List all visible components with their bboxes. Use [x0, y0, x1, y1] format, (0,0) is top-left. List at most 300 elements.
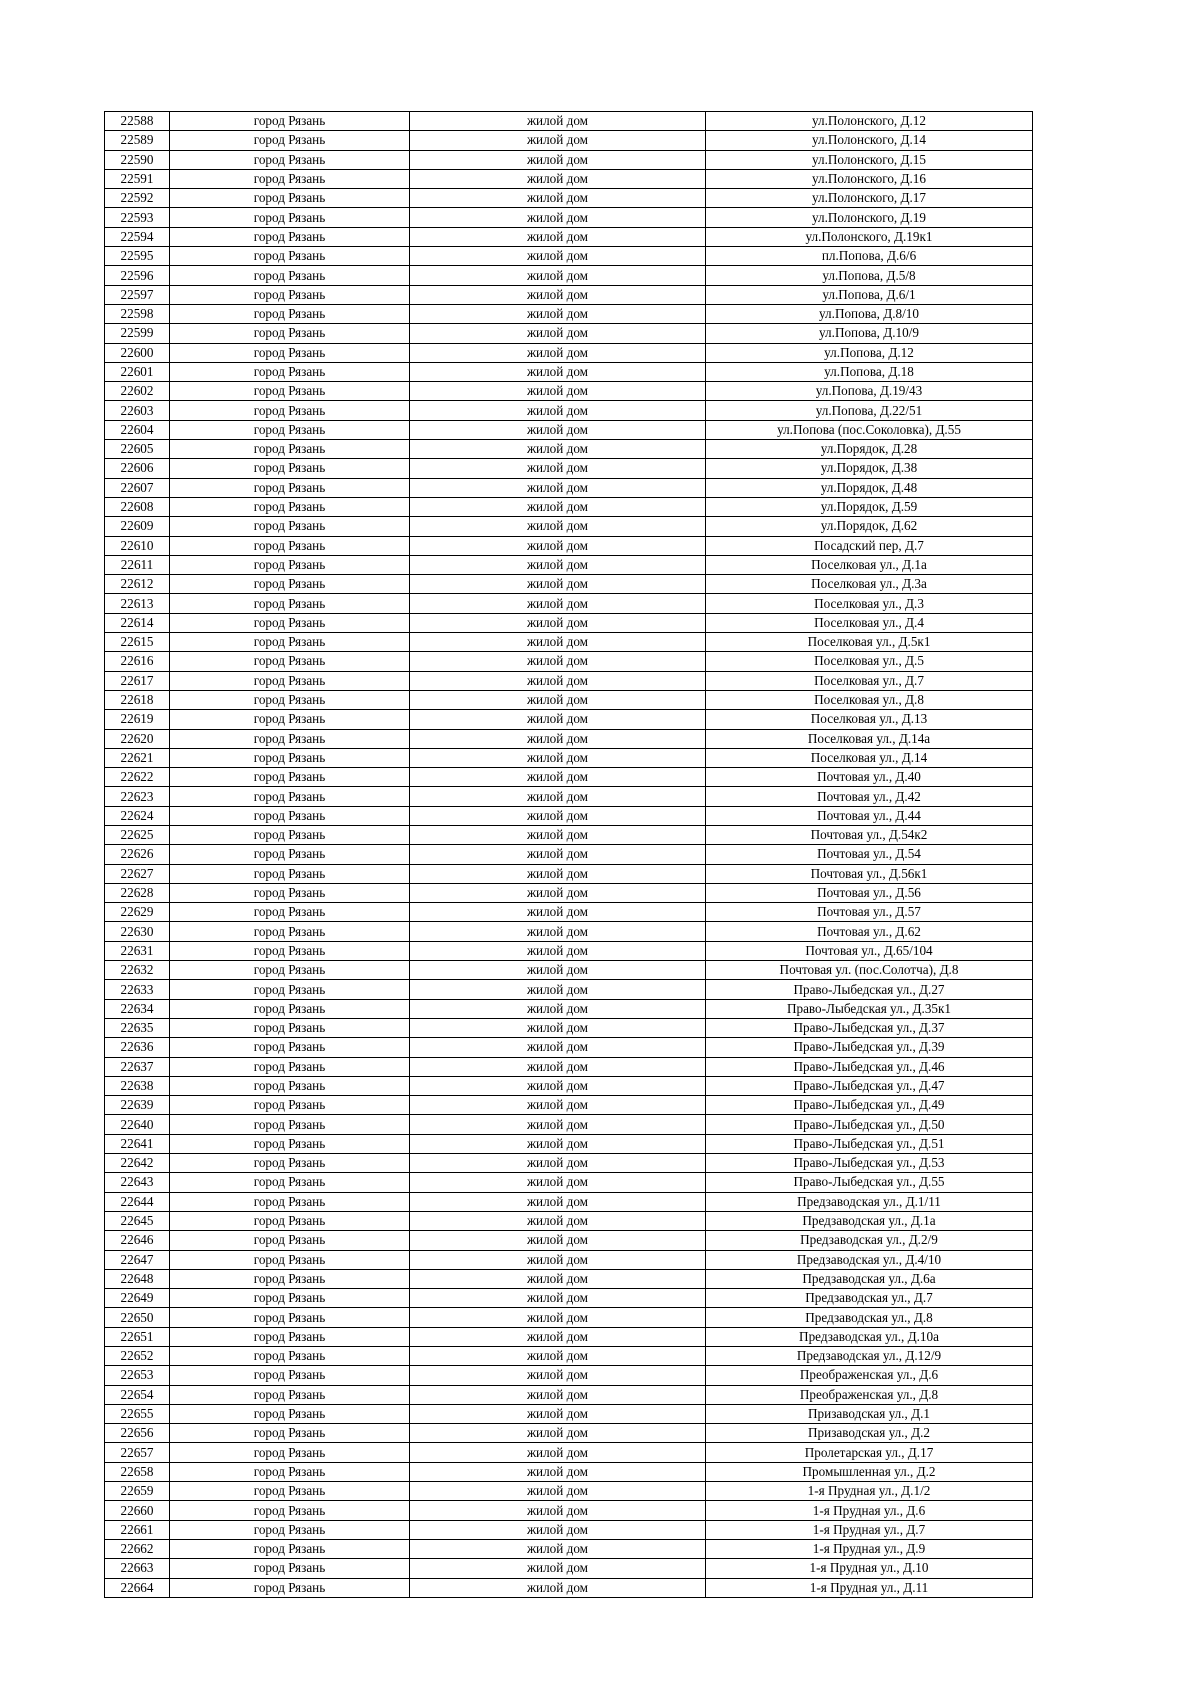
city-name-cell: город Рязань [170, 401, 410, 420]
building-type-cell: жилой дом [410, 1231, 706, 1250]
table-row [105, 227, 1033, 246]
record-number-cell: 22636 [105, 1038, 170, 1057]
address-cell: Право-Лыбедская ул., Д.27 [706, 980, 1033, 999]
city-name-cell: город Рязань [170, 690, 410, 709]
table-row [105, 1520, 1033, 1539]
record-number-cell: 22646 [105, 1231, 170, 1250]
building-type-cell: жилой дом [410, 845, 706, 864]
table-row [105, 787, 1033, 806]
city-name-cell: город Рязань [170, 864, 410, 883]
city-name-cell: город Рязань [170, 266, 410, 285]
city-name-cell: город Рязань [170, 1134, 410, 1153]
record-number-cell: 22638 [105, 1076, 170, 1095]
table-row [105, 671, 1033, 690]
table-row [105, 748, 1033, 767]
building-type-cell: жилой дом [410, 1076, 706, 1095]
address-cell: Поселковая ул., Д.13 [706, 710, 1033, 729]
city-name-cell: город Рязань [170, 285, 410, 304]
table-row [105, 131, 1033, 150]
city-name-cell: город Рязань [170, 1443, 410, 1462]
building-type-cell: жилой дом [410, 613, 706, 632]
table-row [105, 729, 1033, 748]
building-type-cell: жилой дом [410, 555, 706, 574]
record-number-cell: 22621 [105, 748, 170, 767]
table-row [105, 304, 1033, 323]
building-type-cell: жилой дом [410, 652, 706, 671]
building-type-cell: жилой дом [410, 1134, 706, 1153]
city-name-cell: город Рязань [170, 1269, 410, 1288]
record-number-cell: 22649 [105, 1289, 170, 1308]
building-type-cell: жилой дом [410, 1308, 706, 1327]
building-type-cell: жилой дом [410, 1269, 706, 1288]
address-cell: Право-Лыбедская ул., Д.50 [706, 1115, 1033, 1134]
building-type-cell: жилой дом [410, 729, 706, 748]
table-row [105, 1347, 1033, 1366]
address-cell: Поселковая ул., Д.1а [706, 555, 1033, 574]
address-cell: ул.Полонского, Д.17 [706, 189, 1033, 208]
record-number-cell: 22625 [105, 825, 170, 844]
address-cell: Почтовая ул. (пос.Солотча), Д.8 [706, 961, 1033, 980]
table-row [105, 478, 1033, 497]
record-number-cell: 22633 [105, 980, 170, 999]
city-name-cell: город Рязань [170, 1115, 410, 1134]
table-row [105, 1501, 1033, 1520]
table-row [105, 941, 1033, 960]
city-name-cell: город Рязань [170, 1347, 410, 1366]
record-number-cell: 22603 [105, 401, 170, 420]
building-type-cell: жилой дом [410, 922, 706, 941]
address-cell: Почтовая ул., Д.62 [706, 922, 1033, 941]
city-name-cell: город Рязань [170, 112, 410, 131]
record-number-cell: 22599 [105, 324, 170, 343]
address-cell: Право-Лыбедская ул., Д.39 [706, 1038, 1033, 1057]
table-row [105, 1231, 1033, 1250]
building-type-cell: жилой дом [410, 189, 706, 208]
record-number-cell: 22627 [105, 864, 170, 883]
city-name-cell: город Рязань [170, 961, 410, 980]
building-type-cell: жилой дом [410, 690, 706, 709]
record-number-cell: 22632 [105, 961, 170, 980]
record-number-cell: 22602 [105, 382, 170, 401]
city-name-cell: город Рязань [170, 1462, 410, 1481]
record-number-cell: 22655 [105, 1404, 170, 1423]
city-name-cell: город Рязань [170, 1539, 410, 1558]
housing-registry-table [104, 111, 1033, 1598]
table-row [105, 420, 1033, 439]
table-row [105, 633, 1033, 652]
city-name-cell: город Рязань [170, 825, 410, 844]
record-number-cell: 22618 [105, 690, 170, 709]
record-number-cell: 22656 [105, 1424, 170, 1443]
building-type-cell: жилой дом [410, 1559, 706, 1578]
city-name-cell: город Рязань [170, 575, 410, 594]
table-row [105, 1173, 1033, 1192]
table-row [105, 1559, 1033, 1578]
city-name-cell: город Рязань [170, 362, 410, 381]
address-cell: ул.Попова, Д.22/51 [706, 401, 1033, 420]
building-type-cell: жилой дом [410, 710, 706, 729]
city-name-cell: город Рязань [170, 1308, 410, 1327]
record-number-cell: 22642 [105, 1154, 170, 1173]
table-row [105, 266, 1033, 285]
table-row [105, 999, 1033, 1018]
address-cell: ул.Попова, Д.18 [706, 362, 1033, 381]
city-name-cell: город Рязань [170, 1366, 410, 1385]
record-number-cell: 22589 [105, 131, 170, 150]
record-number-cell: 22615 [105, 633, 170, 652]
address-cell: 1-я Прудная ул., Д.9 [706, 1539, 1033, 1558]
city-name-cell: город Рязань [170, 806, 410, 825]
table-row [105, 1018, 1033, 1037]
city-name-cell: город Рязань [170, 883, 410, 902]
address-cell: ул.Порядок, Д.38 [706, 459, 1033, 478]
address-cell: Поселковая ул., Д.14 [706, 748, 1033, 767]
address-cell: Право-Лыбедская ул., Д.47 [706, 1076, 1033, 1095]
building-type-cell: жилой дом [410, 1327, 706, 1346]
building-type-cell: жилой дом [410, 941, 706, 960]
address-cell: ул.Попова (пос.Соколовка), Д.55 [706, 420, 1033, 439]
building-type-cell: жилой дом [410, 1385, 706, 1404]
record-number-cell: 22628 [105, 883, 170, 902]
city-name-cell: город Рязань [170, 1231, 410, 1250]
building-type-cell: жилой дом [410, 999, 706, 1018]
address-cell: ул.Попова, Д.6/1 [706, 285, 1033, 304]
table-row [105, 825, 1033, 844]
record-number-cell: 22617 [105, 671, 170, 690]
table-row [105, 497, 1033, 516]
address-cell: Призаводская ул., Д.1 [706, 1404, 1033, 1423]
address-cell: Почтовая ул., Д.44 [706, 806, 1033, 825]
record-number-cell: 22641 [105, 1134, 170, 1153]
record-number-cell: 22624 [105, 806, 170, 825]
building-type-cell: жилой дом [410, 1211, 706, 1230]
address-cell: 1-я Прудная ул., Д.7 [706, 1520, 1033, 1539]
table-row [105, 112, 1033, 131]
city-name-cell: город Рязань [170, 189, 410, 208]
city-name-cell: город Рязань [170, 1018, 410, 1037]
building-type-cell: жилой дом [410, 1482, 706, 1501]
table-row [105, 883, 1033, 902]
building-type-cell: жилой дом [410, 806, 706, 825]
address-cell: Поселковая ул., Д.8 [706, 690, 1033, 709]
record-number-cell: 22637 [105, 1057, 170, 1076]
building-type-cell: жилой дом [410, 633, 706, 652]
record-number-cell: 22634 [105, 999, 170, 1018]
city-name-cell: город Рязань [170, 999, 410, 1018]
building-type-cell: жилой дом [410, 1520, 706, 1539]
city-name-cell: город Рязань [170, 247, 410, 266]
table-row [105, 169, 1033, 188]
address-cell: Почтовая ул., Д.40 [706, 768, 1033, 787]
building-type-cell: жилой дом [410, 285, 706, 304]
table-row [105, 343, 1033, 362]
table-row [105, 536, 1033, 555]
table-row [105, 189, 1033, 208]
address-cell: ул.Полонского, Д.14 [706, 131, 1033, 150]
city-name-cell: город Рязань [170, 671, 410, 690]
table-row [105, 652, 1033, 671]
building-type-cell: жилой дом [410, 1173, 706, 1192]
building-type-cell: жилой дом [410, 362, 706, 381]
record-number-cell: 22640 [105, 1115, 170, 1134]
table-row [105, 1462, 1033, 1481]
building-type-cell: жилой дом [410, 401, 706, 420]
table-row [105, 980, 1033, 999]
address-cell: ул.Полонского, Д.19 [706, 208, 1033, 227]
address-cell: Поселковая ул., Д.7 [706, 671, 1033, 690]
address-cell: Почтовая ул., Д.42 [706, 787, 1033, 806]
building-type-cell: жилой дом [410, 150, 706, 169]
building-type-cell: жилой дом [410, 825, 706, 844]
address-cell: Предзаводская ул., Д.10а [706, 1327, 1033, 1346]
city-name-cell: город Рязань [170, 1173, 410, 1192]
building-type-cell: жилой дом [410, 324, 706, 343]
building-type-cell: жилой дом [410, 1038, 706, 1057]
table-row [105, 517, 1033, 536]
record-number-cell: 22594 [105, 227, 170, 246]
table-row [105, 1211, 1033, 1230]
address-cell: Право-Лыбедская ул., Д.49 [706, 1096, 1033, 1115]
city-name-cell: город Рязань [170, 459, 410, 478]
building-type-cell: жилой дом [410, 1057, 706, 1076]
address-cell: Почтовая ул., Д.54 [706, 845, 1033, 864]
address-cell: ул.Порядок, Д.59 [706, 497, 1033, 516]
building-type-cell: жилой дом [410, 864, 706, 883]
address-cell: Поселковая ул., Д.14а [706, 729, 1033, 748]
city-name-cell: город Рязань [170, 1057, 410, 1076]
building-type-cell: жилой дом [410, 980, 706, 999]
building-type-cell: жилой дом [410, 440, 706, 459]
city-name-cell: город Рязань [170, 169, 410, 188]
building-type-cell: жилой дом [410, 169, 706, 188]
table-row [105, 710, 1033, 729]
address-cell: Право-Лыбедская ул., Д.53 [706, 1154, 1033, 1173]
table-row [105, 401, 1033, 420]
address-cell: Предзаводская ул., Д.1а [706, 1211, 1033, 1230]
city-name-cell: город Рязань [170, 1038, 410, 1057]
address-cell: Предзаводская ул., Д.8 [706, 1308, 1033, 1327]
building-type-cell: жилой дом [410, 1501, 706, 1520]
address-cell: Предзаводская ул., Д.4/10 [706, 1250, 1033, 1269]
city-name-cell: город Рязань [170, 150, 410, 169]
table-row [105, 845, 1033, 864]
table-row [105, 555, 1033, 574]
building-type-cell: жилой дом [410, 208, 706, 227]
record-number-cell: 22601 [105, 362, 170, 381]
table-row [105, 1250, 1033, 1269]
table-row [105, 1289, 1033, 1308]
building-type-cell: жилой дом [410, 1250, 706, 1269]
address-cell: Поселковая ул., Д.3 [706, 594, 1033, 613]
record-number-cell: 22595 [105, 247, 170, 266]
record-number-cell: 22660 [105, 1501, 170, 1520]
table-row [105, 922, 1033, 941]
city-name-cell: город Рязань [170, 1096, 410, 1115]
city-name-cell: город Рязань [170, 536, 410, 555]
city-name-cell: город Рязань [170, 1327, 410, 1346]
record-number-cell: 22620 [105, 729, 170, 748]
address-cell: ул.Порядок, Д.28 [706, 440, 1033, 459]
table-row [105, 1076, 1033, 1095]
address-cell: ул.Попова, Д.12 [706, 343, 1033, 362]
record-number-cell: 22593 [105, 208, 170, 227]
table-row [105, 150, 1033, 169]
city-name-cell: город Рязань [170, 710, 410, 729]
city-name-cell: город Рязань [170, 324, 410, 343]
record-number-cell: 22605 [105, 440, 170, 459]
table-row [105, 459, 1033, 478]
address-cell: 1-я Прудная ул., Д.1/2 [706, 1482, 1033, 1501]
building-type-cell: жилой дом [410, 382, 706, 401]
building-type-cell: жилой дом [410, 768, 706, 787]
building-type-cell: жилой дом [410, 1462, 706, 1481]
record-number-cell: 22653 [105, 1366, 170, 1385]
record-number-cell: 22598 [105, 304, 170, 323]
city-name-cell: город Рязань [170, 1578, 410, 1597]
address-cell: ул.Попова, Д.19/43 [706, 382, 1033, 401]
city-name-cell: город Рязань [170, 1404, 410, 1423]
building-type-cell: жилой дом [410, 517, 706, 536]
building-type-cell: жилой дом [410, 420, 706, 439]
record-number-cell: 22662 [105, 1539, 170, 1558]
table-row [105, 362, 1033, 381]
address-cell: Предзаводская ул., Д.7 [706, 1289, 1033, 1308]
record-number-cell: 22608 [105, 497, 170, 516]
city-name-cell: город Рязань [170, 1076, 410, 1095]
record-number-cell: 22622 [105, 768, 170, 787]
record-number-cell: 22651 [105, 1327, 170, 1346]
address-cell: Право-Лыбедская ул., Д.35к1 [706, 999, 1033, 1018]
address-cell: Поселковая ул., Д.4 [706, 613, 1033, 632]
city-name-cell: город Рязань [170, 922, 410, 941]
record-number-cell: 22644 [105, 1192, 170, 1211]
table-row [105, 382, 1033, 401]
building-type-cell: жилой дом [410, 497, 706, 516]
record-number-cell: 22664 [105, 1578, 170, 1597]
city-name-cell: город Рязань [170, 729, 410, 748]
city-name-cell: город Рязань [170, 903, 410, 922]
address-cell: Призаводская ул., Д.2 [706, 1424, 1033, 1443]
building-type-cell: жилой дом [410, 1096, 706, 1115]
city-name-cell: город Рязань [170, 1501, 410, 1520]
city-name-cell: город Рязань [170, 633, 410, 652]
table-row [105, 690, 1033, 709]
record-number-cell: 22647 [105, 1250, 170, 1269]
record-number-cell: 22654 [105, 1385, 170, 1404]
table-row [105, 208, 1033, 227]
address-cell: Предзаводская ул., Д.12/9 [706, 1347, 1033, 1366]
record-number-cell: 22591 [105, 169, 170, 188]
address-cell: Почтовая ул., Д.54к2 [706, 825, 1033, 844]
building-type-cell: жилой дом [410, 594, 706, 613]
city-name-cell: город Рязань [170, 1520, 410, 1539]
city-name-cell: город Рязань [170, 1192, 410, 1211]
city-name-cell: город Рязань [170, 845, 410, 864]
city-name-cell: город Рязань [170, 613, 410, 632]
city-name-cell: город Рязань [170, 304, 410, 323]
building-type-cell: жилой дом [410, 459, 706, 478]
building-type-cell: жилой дом [410, 131, 706, 150]
city-name-cell: город Рязань [170, 478, 410, 497]
record-number-cell: 22635 [105, 1018, 170, 1037]
record-number-cell: 22643 [105, 1173, 170, 1192]
building-type-cell: жилой дом [410, 1347, 706, 1366]
city-name-cell: город Рязань [170, 1385, 410, 1404]
city-name-cell: город Рязань [170, 748, 410, 767]
record-number-cell: 22626 [105, 845, 170, 864]
city-name-cell: город Рязань [170, 1211, 410, 1230]
building-type-cell: жилой дом [410, 1115, 706, 1134]
table-row [105, 575, 1033, 594]
record-number-cell: 22648 [105, 1269, 170, 1288]
city-name-cell: город Рязань [170, 941, 410, 960]
city-name-cell: город Рязань [170, 1250, 410, 1269]
record-number-cell: 22609 [105, 517, 170, 536]
city-name-cell: город Рязань [170, 1424, 410, 1443]
building-type-cell: жилой дом [410, 1154, 706, 1173]
address-cell: Почтовая ул., Д.57 [706, 903, 1033, 922]
address-cell: Поселковая ул., Д.5к1 [706, 633, 1033, 652]
building-type-cell: жилой дом [410, 227, 706, 246]
table-row [105, 1366, 1033, 1385]
record-number-cell: 22600 [105, 343, 170, 362]
table-row [105, 961, 1033, 980]
city-name-cell: город Рязань [170, 343, 410, 362]
table-row [105, 1134, 1033, 1153]
building-type-cell: жилой дом [410, 112, 706, 131]
building-type-cell: жилой дом [410, 247, 706, 266]
building-type-cell: жилой дом [410, 1578, 706, 1597]
city-name-cell: город Рязань [170, 382, 410, 401]
city-name-cell: город Рязань [170, 1289, 410, 1308]
city-name-cell: город Рязань [170, 768, 410, 787]
table-row [105, 1038, 1033, 1057]
building-type-cell: жилой дом [410, 961, 706, 980]
record-number-cell: 22659 [105, 1482, 170, 1501]
table-row [105, 1539, 1033, 1558]
table-row [105, 1057, 1033, 1076]
building-type-cell: жилой дом [410, 343, 706, 362]
record-number-cell: 22616 [105, 652, 170, 671]
address-cell: Почтовая ул., Д.56 [706, 883, 1033, 902]
address-cell: Почтовая ул., Д.65/104 [706, 941, 1033, 960]
table-row [105, 324, 1033, 343]
building-type-cell: жилой дом [410, 903, 706, 922]
address-cell: ул.Порядок, Д.62 [706, 517, 1033, 536]
record-number-cell: 22630 [105, 922, 170, 941]
building-type-cell: жилой дом [410, 1192, 706, 1211]
address-cell: Поселковая ул., Д.3а [706, 575, 1033, 594]
city-name-cell: город Рязань [170, 420, 410, 439]
city-name-cell: город Рязань [170, 497, 410, 516]
address-cell: Поселковая ул., Д.5 [706, 652, 1033, 671]
record-number-cell: 22661 [105, 1520, 170, 1539]
record-number-cell: 22607 [105, 478, 170, 497]
record-number-cell: 22590 [105, 150, 170, 169]
city-name-cell: город Рязань [170, 131, 410, 150]
address-cell: 1-я Прудная ул., Д.10 [706, 1559, 1033, 1578]
address-cell: Предзаводская ул., Д.6а [706, 1269, 1033, 1288]
registry-table-body [105, 112, 1033, 1598]
address-cell: 1-я Прудная ул., Д.6 [706, 1501, 1033, 1520]
city-name-cell: город Рязань [170, 1154, 410, 1173]
table-row [105, 903, 1033, 922]
address-cell: Пролетарская ул., Д.17 [706, 1443, 1033, 1462]
address-cell: 1-я Прудная ул., Д.11 [706, 1578, 1033, 1597]
record-number-cell: 22629 [105, 903, 170, 922]
address-cell: ул.Полонского, Д.15 [706, 150, 1033, 169]
record-number-cell: 22596 [105, 266, 170, 285]
